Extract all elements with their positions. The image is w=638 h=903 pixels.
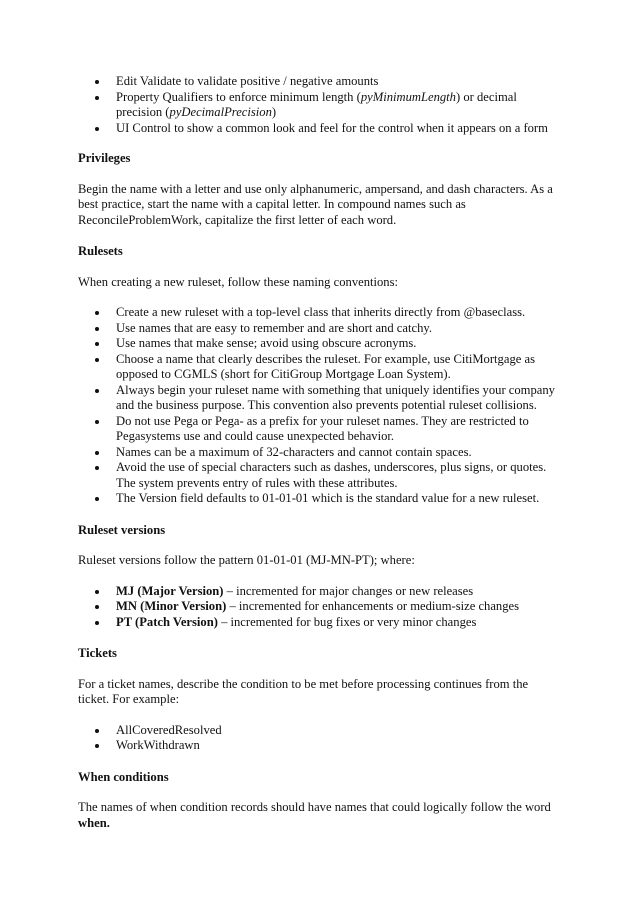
privileges-body: Begin the name with a letter and use only alphanumeric, ampersand, and dash characters. As a best practice, start the name with a capital letter. In compound names such as ReconcileProblemWork, capitalize the first letter of each word. — [78, 181, 553, 227]
intro-bullet-list — [78, 74, 558, 136]
bullet-icon — [95, 744, 99, 748]
tickets-intro: For a ticket names, describe the condition to be met before processing continues from the ticket. For example: — [78, 676, 529, 706]
ruleset-versions-heading: Ruleset versions — [78, 522, 166, 537]
bullet-icon — [95, 311, 99, 315]
bullet-icon — [95, 621, 99, 625]
bullet-icon — [95, 420, 99, 424]
bullet-icon — [95, 342, 99, 346]
list-item: MN (Minor Version) – incremented for enhancements or medium-size changes — [78, 599, 558, 615]
privileges-heading: Privileges — [78, 151, 131, 165]
list-item: AllCoveredResolved — [78, 723, 558, 739]
rulesets-heading: Rulesets — [78, 244, 123, 258]
bullet-icon — [95, 497, 99, 501]
bullet-icon — [95, 729, 99, 733]
list-item: MJ (Major Version) – incremented for major changes or new releases — [78, 584, 558, 600]
bullet-icon — [95, 127, 99, 131]
list-item: Do not use Pega or Pega- as a prefix for your ruleset names. They are restricted to Pegasystems use and could cause unexpected behavior. — [78, 414, 558, 445]
rulesets-bullet-list — [78, 305, 558, 507]
bullet-icon — [95, 605, 99, 609]
bullet-icon — [95, 389, 99, 393]
ruleset-versions-bullet-list — [78, 584, 558, 631]
tickets-heading: Tickets — [78, 646, 117, 660]
list-item: Create a new ruleset with a top-level class that inherits directly from @baseclass. — [78, 305, 558, 321]
bullet-icon — [95, 96, 99, 100]
list-item: Property Qualifiers to enforce minimum length (pyMinimumLength) or decimal precision (pyDecimalPrecision) — [78, 90, 558, 121]
rulesets-intro: When creating a new ruleset, follow these naming conventions: — [78, 274, 398, 289]
list-item: WorkWithdrawn — [78, 738, 558, 754]
when-conditions-heading: When conditions — [78, 769, 169, 784]
when-conditions-body: The names of when condition records should have names that could logically follow the word when. — [78, 800, 551, 830]
list-item: UI Control to show a common look and feel for the control when it appears on a form — [78, 121, 558, 137]
bullet-icon — [95, 358, 99, 362]
bullet-icon — [95, 451, 99, 455]
document-page — [78, 74, 558, 831]
tickets-bullet-list — [78, 723, 558, 754]
list-item: Avoid the use of special characters such as dashes, underscores, plus signs, or quotes. The system prevents entry of rules with these attributes. — [78, 460, 558, 491]
list-item: Always begin your ruleset name with something that uniquely identifies your company and the business purpose. This convention also prevents potential ruleset collisions. — [78, 383, 558, 414]
list-item: Use names that are easy to remember and are short and catchy. — [78, 321, 558, 337]
ruleset-versions-intro: Ruleset versions follow the pattern 01-01-01 (MJ-MN-PT); where: — [78, 553, 415, 567]
list-item: Edit Validate to validate positive / negative amounts — [78, 74, 558, 90]
bullet-icon — [95, 466, 99, 470]
bullet-icon — [95, 327, 99, 331]
bullet-icon — [95, 80, 99, 84]
list-item: PT (Patch Version) – incremented for bug fixes or very minor changes — [78, 615, 558, 631]
bullet-icon — [95, 590, 99, 594]
list-item: The Version field defaults to 01-01-01 which is the standard value for a new ruleset. — [78, 491, 558, 507]
list-item: Choose a name that clearly describes the ruleset. For example, use CitiMortgage as opposed to CGMLS (short for CitiGroup Mortgage Loan System). — [78, 352, 558, 383]
list-item: Use names that make sense; avoid using obscure acronyms. — [78, 336, 558, 352]
list-item: Names can be a maximum of 32-characters and cannot contain spaces. — [78, 445, 558, 461]
